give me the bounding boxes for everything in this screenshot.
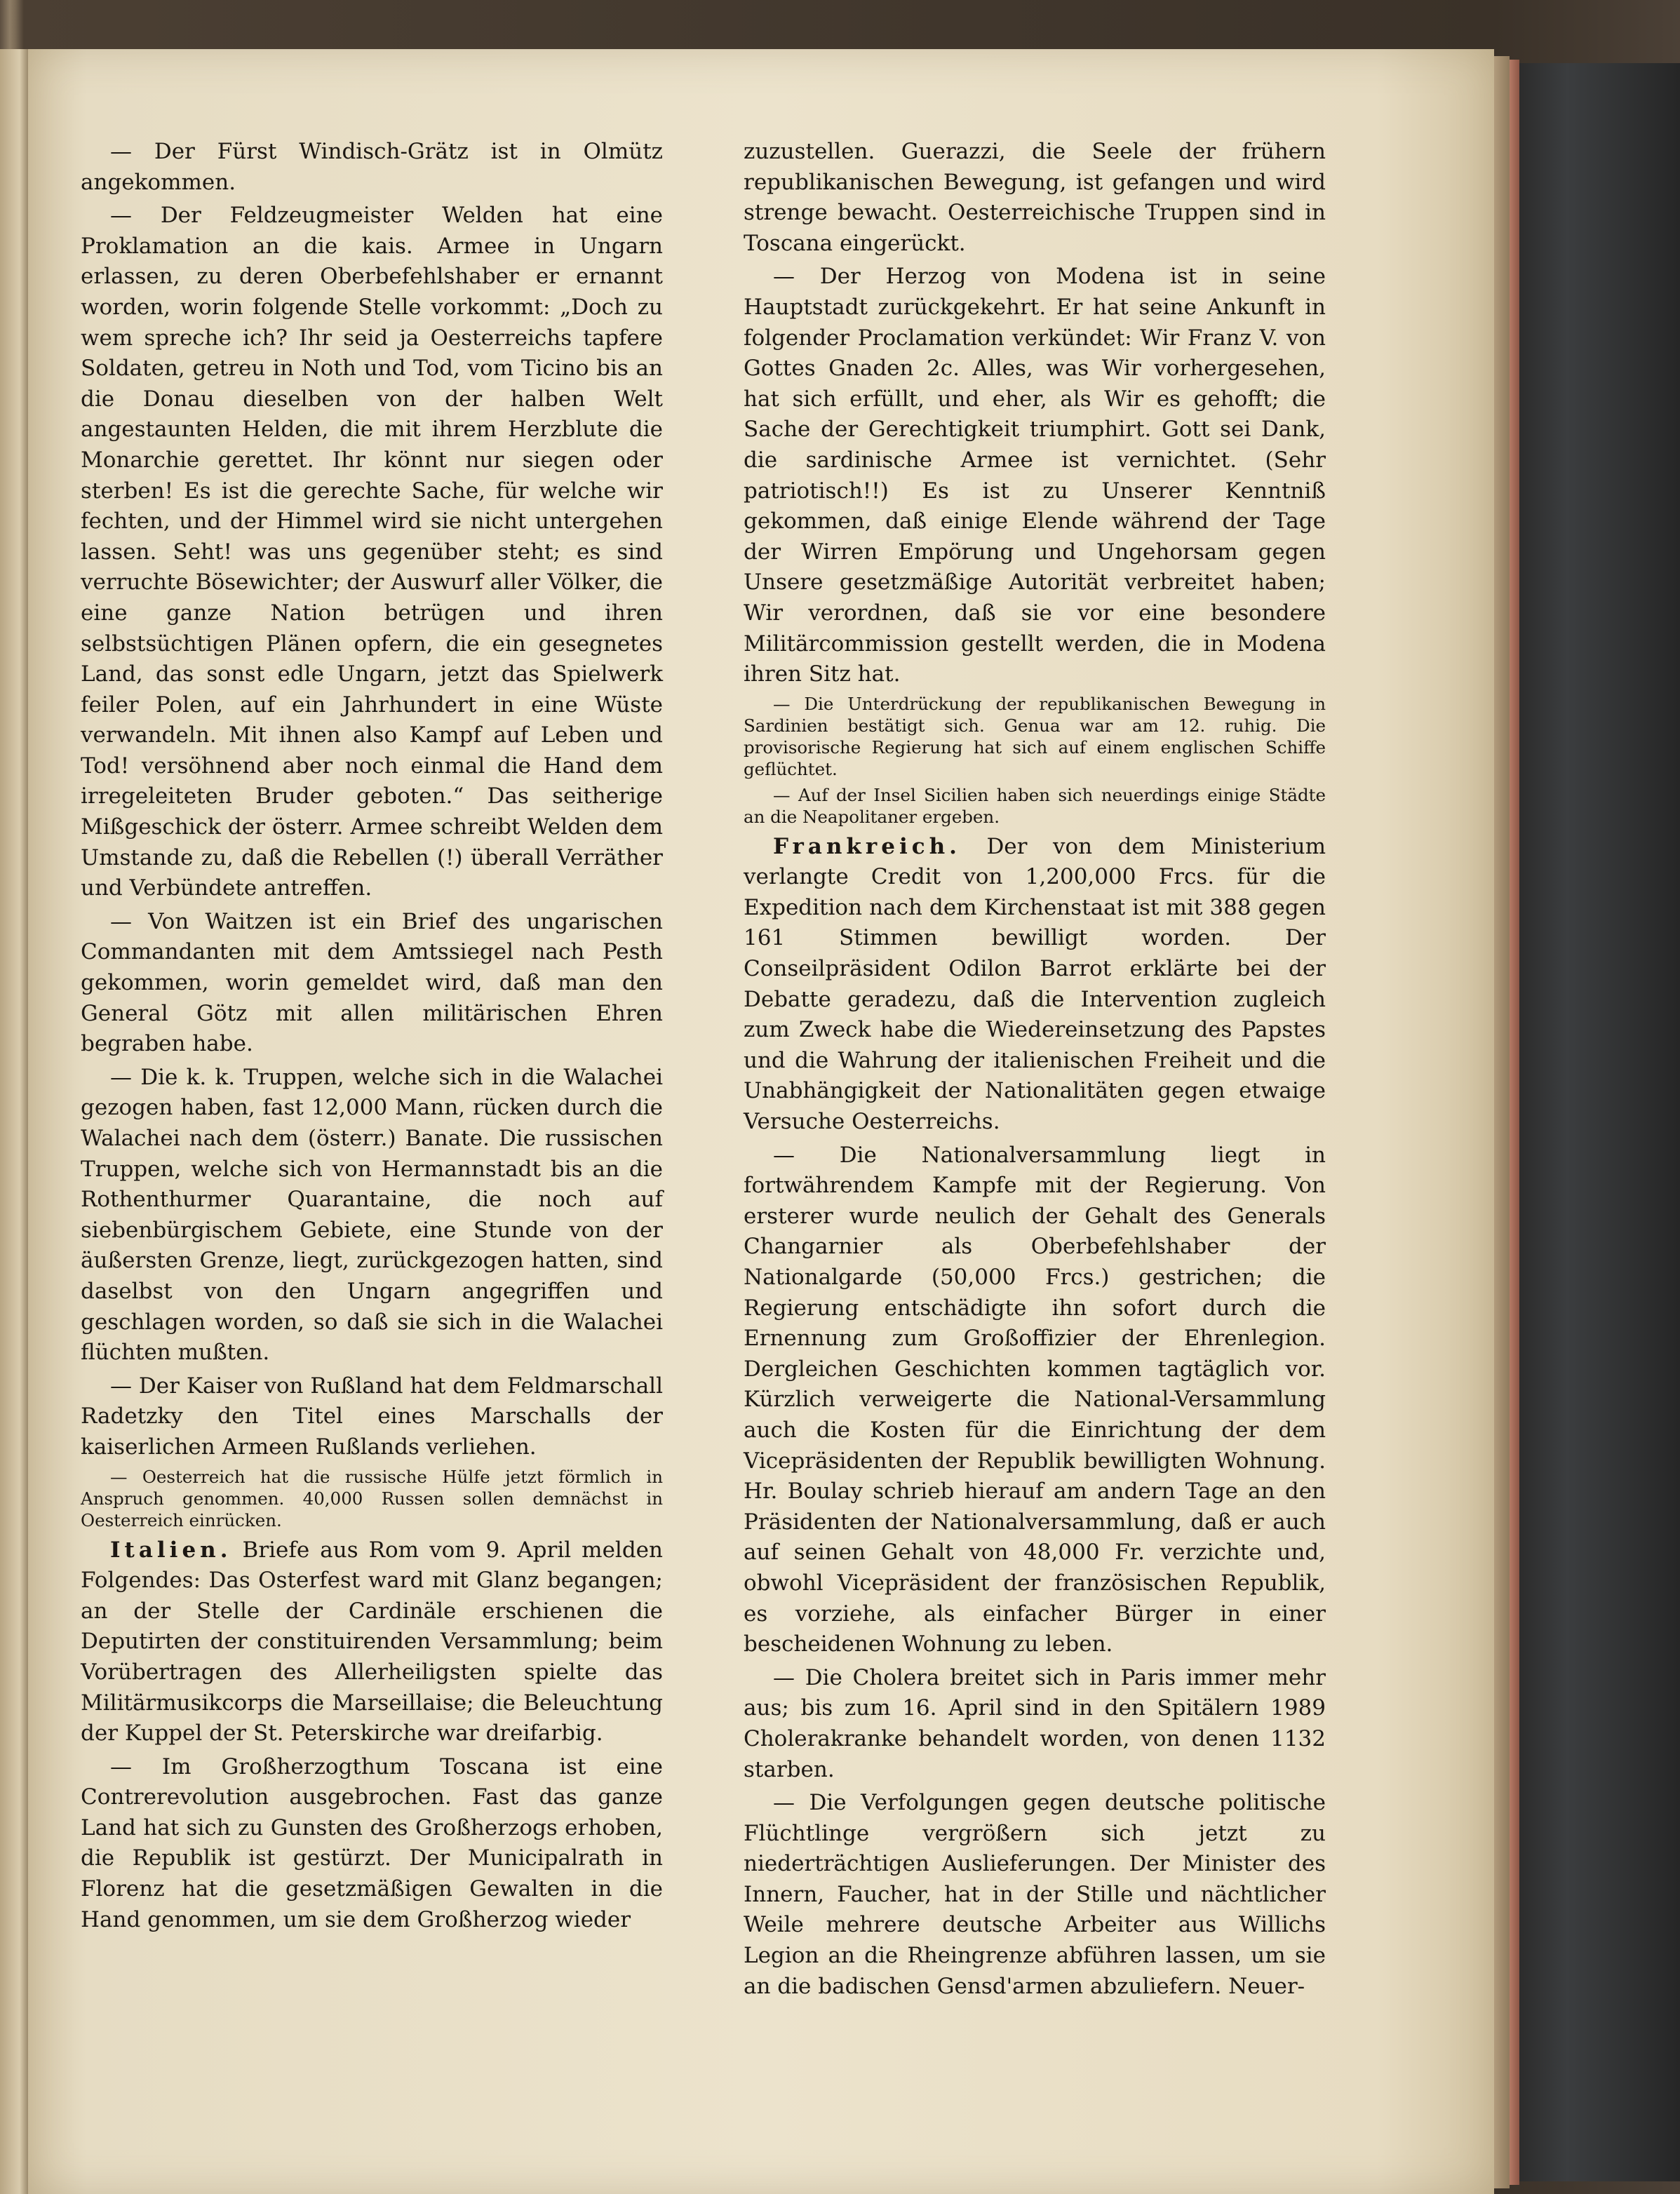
article-paragraph — [81, 1535, 663, 1749]
paragraph-text: — Die Verfolgungen gegen deutsche politische Flüchtlinge vergrößern sich jetzt zu niederträchtigen Auslieferungen. Der Minister des Innern, Faucher, hat in der Stille und nächtlicher Weile mehrere deutsche Arbeiter aus Willichs Legion an die Rheingrenze abführen lassen, um sie an die badischen Gensd'armen abzuliefern. Neuer- — [744, 1790, 1326, 1999]
paragraph-text: — Die Unterdrückung der republikanischen Bewegung in Sardinien bestätigt sich. Genua war am 12. ruhig. Die provisorische Regierung hat sich auf einem englischen Schiffe geflüchtet. — [744, 693, 1326, 779]
paragraph-text: — Die k. k. Truppen, welche sich in die Walachei gezogen haben, fast 12,000 Mann, rücken durch die Walachei nach dem (österr.) Banate. Die russischen Truppen, welche sich von Hermannstadt bis an die Rothenthurmer Quarantaine, die noch auf siebenbürgischem Gebiete, eine Stunde von der äußersten Grenze, liegt, zurückgezogen hatten, sind daselbst von den Ungarn angegriffen und geschlagen worden, so daß sie sich in die Walachei flüchten mußten. — [81, 1064, 663, 1366]
paragraph-text: — Die Cholera breitet sich in Paris immer mehr aus; bis zum 16. April sind in den Spitälern 1989 Cholerakranke behandelt worden, von denen 1132 starben. — [744, 1664, 1326, 1782]
article-paragraph — [81, 201, 663, 904]
article-paragraph — [81, 1466, 663, 1531]
article-paragraph — [744, 1663, 1326, 1785]
left-column — [81, 137, 663, 1938]
country-heading: Frankreich. — [773, 833, 961, 859]
paragraph-text: — Oesterreich hat die russische Hülfe jetzt förmlich in Anspruch genommen. 40,000 Russen sollen demnächst in Oesterreich einrücken. — [81, 1466, 663, 1530]
article-paragraph — [744, 137, 1326, 259]
paragraph-text: — Die Nationalversammlung liegt in fortwährendem Kampfe mit der Regierung. Von ersterer wurde neulich der Gehalt des Generals Changarnier als Oberbefehlshaber der Nationalgarde (50,000 Frcs.) gestrichen; die Regierung entschädigte ihn sofort durch die Ernennung zum Großoffizier der Ehrenlegion. Dergleichen Geschichten kommen tagtäglich vor. Kürzlich verweigerte die National-Versammlung auch die Kosten für die Einrichtung der dem Vicepräsidenten der Republik bewilligten Wohnung. Hr. Boulay schrieb hierauf am andern Tage an den Präsidenten der Nationalversammlung, daß er auch auf seinen Gehalt von 48,000 Fr. verzichte und, obwohl Vicepräsident der französischen Republik, es vorziehe, als einfacher Bürger in einer bescheidenen Wohnung zu leben. — [744, 1142, 1326, 1657]
paragraph-text: — Der Fürst Windisch-Grätz ist in Olmütz angekommen. — [81, 139, 663, 195]
article-paragraph — [81, 1752, 663, 1936]
paragraph-text: — Der Kaiser von Rußland hat dem Feldmarschall Radetzky den Titel eines Marschalls der kaiserlichen Armeen Rußlands verliehen. — [81, 1373, 663, 1460]
book-spine — [1519, 63, 1680, 2181]
article-paragraph — [744, 693, 1326, 780]
paragraph-text: — Im Großherzogthum Toscana ist eine Contrerevolution ausgebrochen. Fast das ganze Land hat sich zu Gunsten des Großherzogs erhoben, die Republik ist gestürzt. Der Municipalrath in Florenz hat die gesetzmäßigen Gewalten in die Hand genommen, um sie dem Großherzog wieder — [81, 1754, 663, 1932]
country-heading: Italien. — [110, 1537, 232, 1563]
article-paragraph — [744, 784, 1326, 828]
paragraph-text: — Von Waitzen ist ein Brief des ungarischen Commandanten mit dem Amtssiegel nach Pesth gekommen, worin gemeldet wird, daß man den General Götz mit allen militärischen Ehren begraben habe. — [81, 908, 663, 1057]
paragraph-text: — Der Herzog von Modena ist in seine Hauptstadt zurückgekehrt. Er hat seine Ankunft in folgender Proclamation verkündet: Wir Franz V. von Gottes Gnaden 2c. Alles, was Wir vorhergesehen, hat sich erfüllt, und eher, als Wir es gehofft; die Sache der Gerechtigkeit triumphirt. Gott sei Dank, die sardinische Armee ist vernichtet. (Sehr patriotisch!!) Es ist zu Unserer Kenntniß gekommen, daß einige Elende während der Tage der Wirren Empörung und Ungehorsam gegen Unsere gesetzmäßige Autorität verbreitet haben; Wir verordnen, daß sie vor eine besondere Militärcommission gestellt werden, die in Modena ihren Sitz hat. — [744, 264, 1326, 687]
article-paragraph — [744, 1788, 1326, 2002]
article-paragraph — [81, 137, 663, 198]
right-column — [744, 137, 1326, 2005]
paragraph-text: Der von dem Ministerium verlangte Credit von 1,200,000 Frcs. für die Expedition nach dem Kirchenstaat ist mit 388 gegen 161 Stimmen bewilligt worden. Der Conseilpräsident Odilon Barrot erklärte bei der Debatte geradezu, daß die Intervention zugleich zum Zweck habe die Wiedereinsetzung des Papstes und die Wahrung der italienischen Freiheit und die Unabhängigkeit der Nationalitäten gegen etwaige Versuche Oesterreichs. — [744, 833, 1326, 1135]
article-paragraph — [744, 1140, 1326, 1660]
article-paragraph — [81, 1063, 663, 1368]
left-page-edge — [0, 49, 28, 2194]
article-paragraph — [81, 1371, 663, 1463]
article-paragraph — [744, 262, 1326, 689]
article-paragraph — [81, 907, 663, 1060]
paragraph-text: Briefe aus Rom vom 9. April melden Folgendes: Das Osterfest ward mit Glanz begangen; an der Stelle der Cardinäle erschienen die Deputirten der constituirenden Versammlung; beim Vorübertragen des Allerheiligsten spielte das Militärmusikcorps die Marseillaise; die Beleuchtung der Kuppel der St. Peterskirche war dreifarbig. — [81, 1537, 663, 1747]
paragraph-text: — Der Feldzeugmeister Welden hat eine Proklamation an die kais. Armee in Ungarn erlassen, zu deren Oberbefehlshaber er ernannt worden, worin folgende Stelle vorkommt: „Doch zu wem spreche ich? Ihr seid ja Oesterreichs tapfere Soldaten, getreu in Noth und Tod, vom Ticino bis an die Donau dieselben von der halben Welt angestaunten Helden, die mit ihrem Herzblute die Monarchie gerettet. Ihr könnt nur siegen oder sterben! Es ist die gerechte Sache, für welche wir fechten, und der Himmel wird sie nicht untergehen lassen. Seht! was uns gegenüber steht; es sind verruchte Bösewichter; der Auswurf aller Völker, die eine ganze Nation betrügen und ihren selbstsüchtigen Plänen opfern, die ein gesegnetes Land, das sonst edle Ungarn, jetzt das Spielwerk feiler Polen, auf ein Jahrhundert in eine Wüste verwandeln. Mit ihnen also Kampf auf Leben und Tod! versöhnend aber noch einmal die Hand dem irregeleiteten Bruder geboten.“ Das seitherige Mißgeschick der österr. Armee schreibt Welden dem Umstande zu, daß die Rebellen (!) überall Verräther und Verbündete antreffen. — [81, 203, 663, 901]
page-block-edge — [1494, 56, 1510, 2188]
article-paragraph — [744, 832, 1326, 1138]
book-cover-edge — [1510, 60, 1519, 2185]
paragraph-text: zuzustellen. Guerazzi, die Seele der frühern republikanischen Bewegung, ist gefangen und wird strenge bewacht. Oesterreichische Truppen sind in Toscana eingerückt. — [744, 139, 1326, 256]
paragraph-text: — Auf der Insel Sicilien haben sich neuerdings einige Städte an die Neapolitaner ergeben. — [744, 784, 1326, 827]
